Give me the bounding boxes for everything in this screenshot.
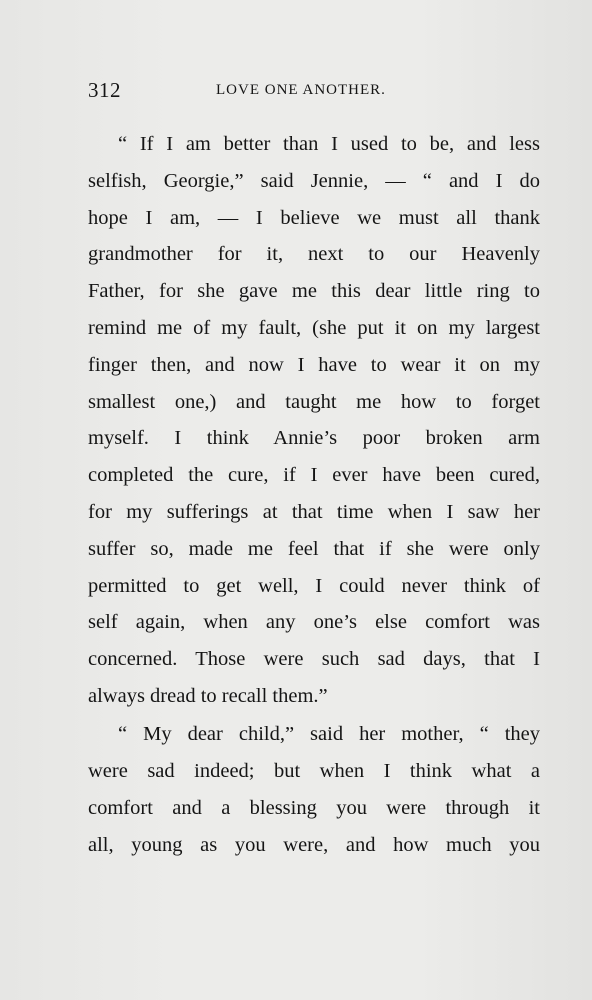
page-header <box>88 78 540 106</box>
paragraph-2 <box>88 716 540 863</box>
text-line: permitted to get well, I could never think of <box>88 574 540 597</box>
text-line: always dread to recall them.” <box>88 684 328 707</box>
text-line: finger then, and now I have to wear it on my <box>88 353 540 376</box>
text-line: smallest one,) and taught me how to forget <box>88 390 540 413</box>
text-line: “ If I am better than I used to be, and less <box>118 133 540 155</box>
text-line: comfort and a blessing you were through it <box>88 796 540 819</box>
text-line: for my sufferings at that time when I saw her <box>88 500 540 523</box>
text-line: selfish, Georgie,” said Jennie, — “ and I do <box>88 169 540 192</box>
text-line: completed the cure, if I ever have been cured, <box>88 464 540 487</box>
text-line: hope I am, — I believe we must all thank <box>88 206 540 229</box>
page-number: 312 <box>88 78 121 102</box>
running-head: LOVE ONE ANOTHER. <box>216 82 386 98</box>
text-line: all, young as you were, and how much you <box>88 833 540 856</box>
text-line: Father, for she gave me this dear little ring to <box>88 280 540 303</box>
text-line: self again, when any one’s else comfort was <box>88 611 540 634</box>
text-line: remind me of my fault, (she put it on my largest <box>88 316 540 339</box>
text-line: concerned. Those were such sad days, that I <box>88 648 540 671</box>
text-line: were sad indeed; but when I think what a <box>88 760 540 783</box>
text-line: suffer so, made me feel that if she were only <box>88 537 540 560</box>
text-line: myself. I think Annie’s poor broken arm <box>88 427 540 450</box>
text-line: “ My dear child,” said her mother, “ they <box>118 723 540 746</box>
paragraph-1 <box>88 126 540 715</box>
text-line: grandmother for it, next to our Heavenly <box>88 243 540 266</box>
body-text <box>88 126 540 863</box>
